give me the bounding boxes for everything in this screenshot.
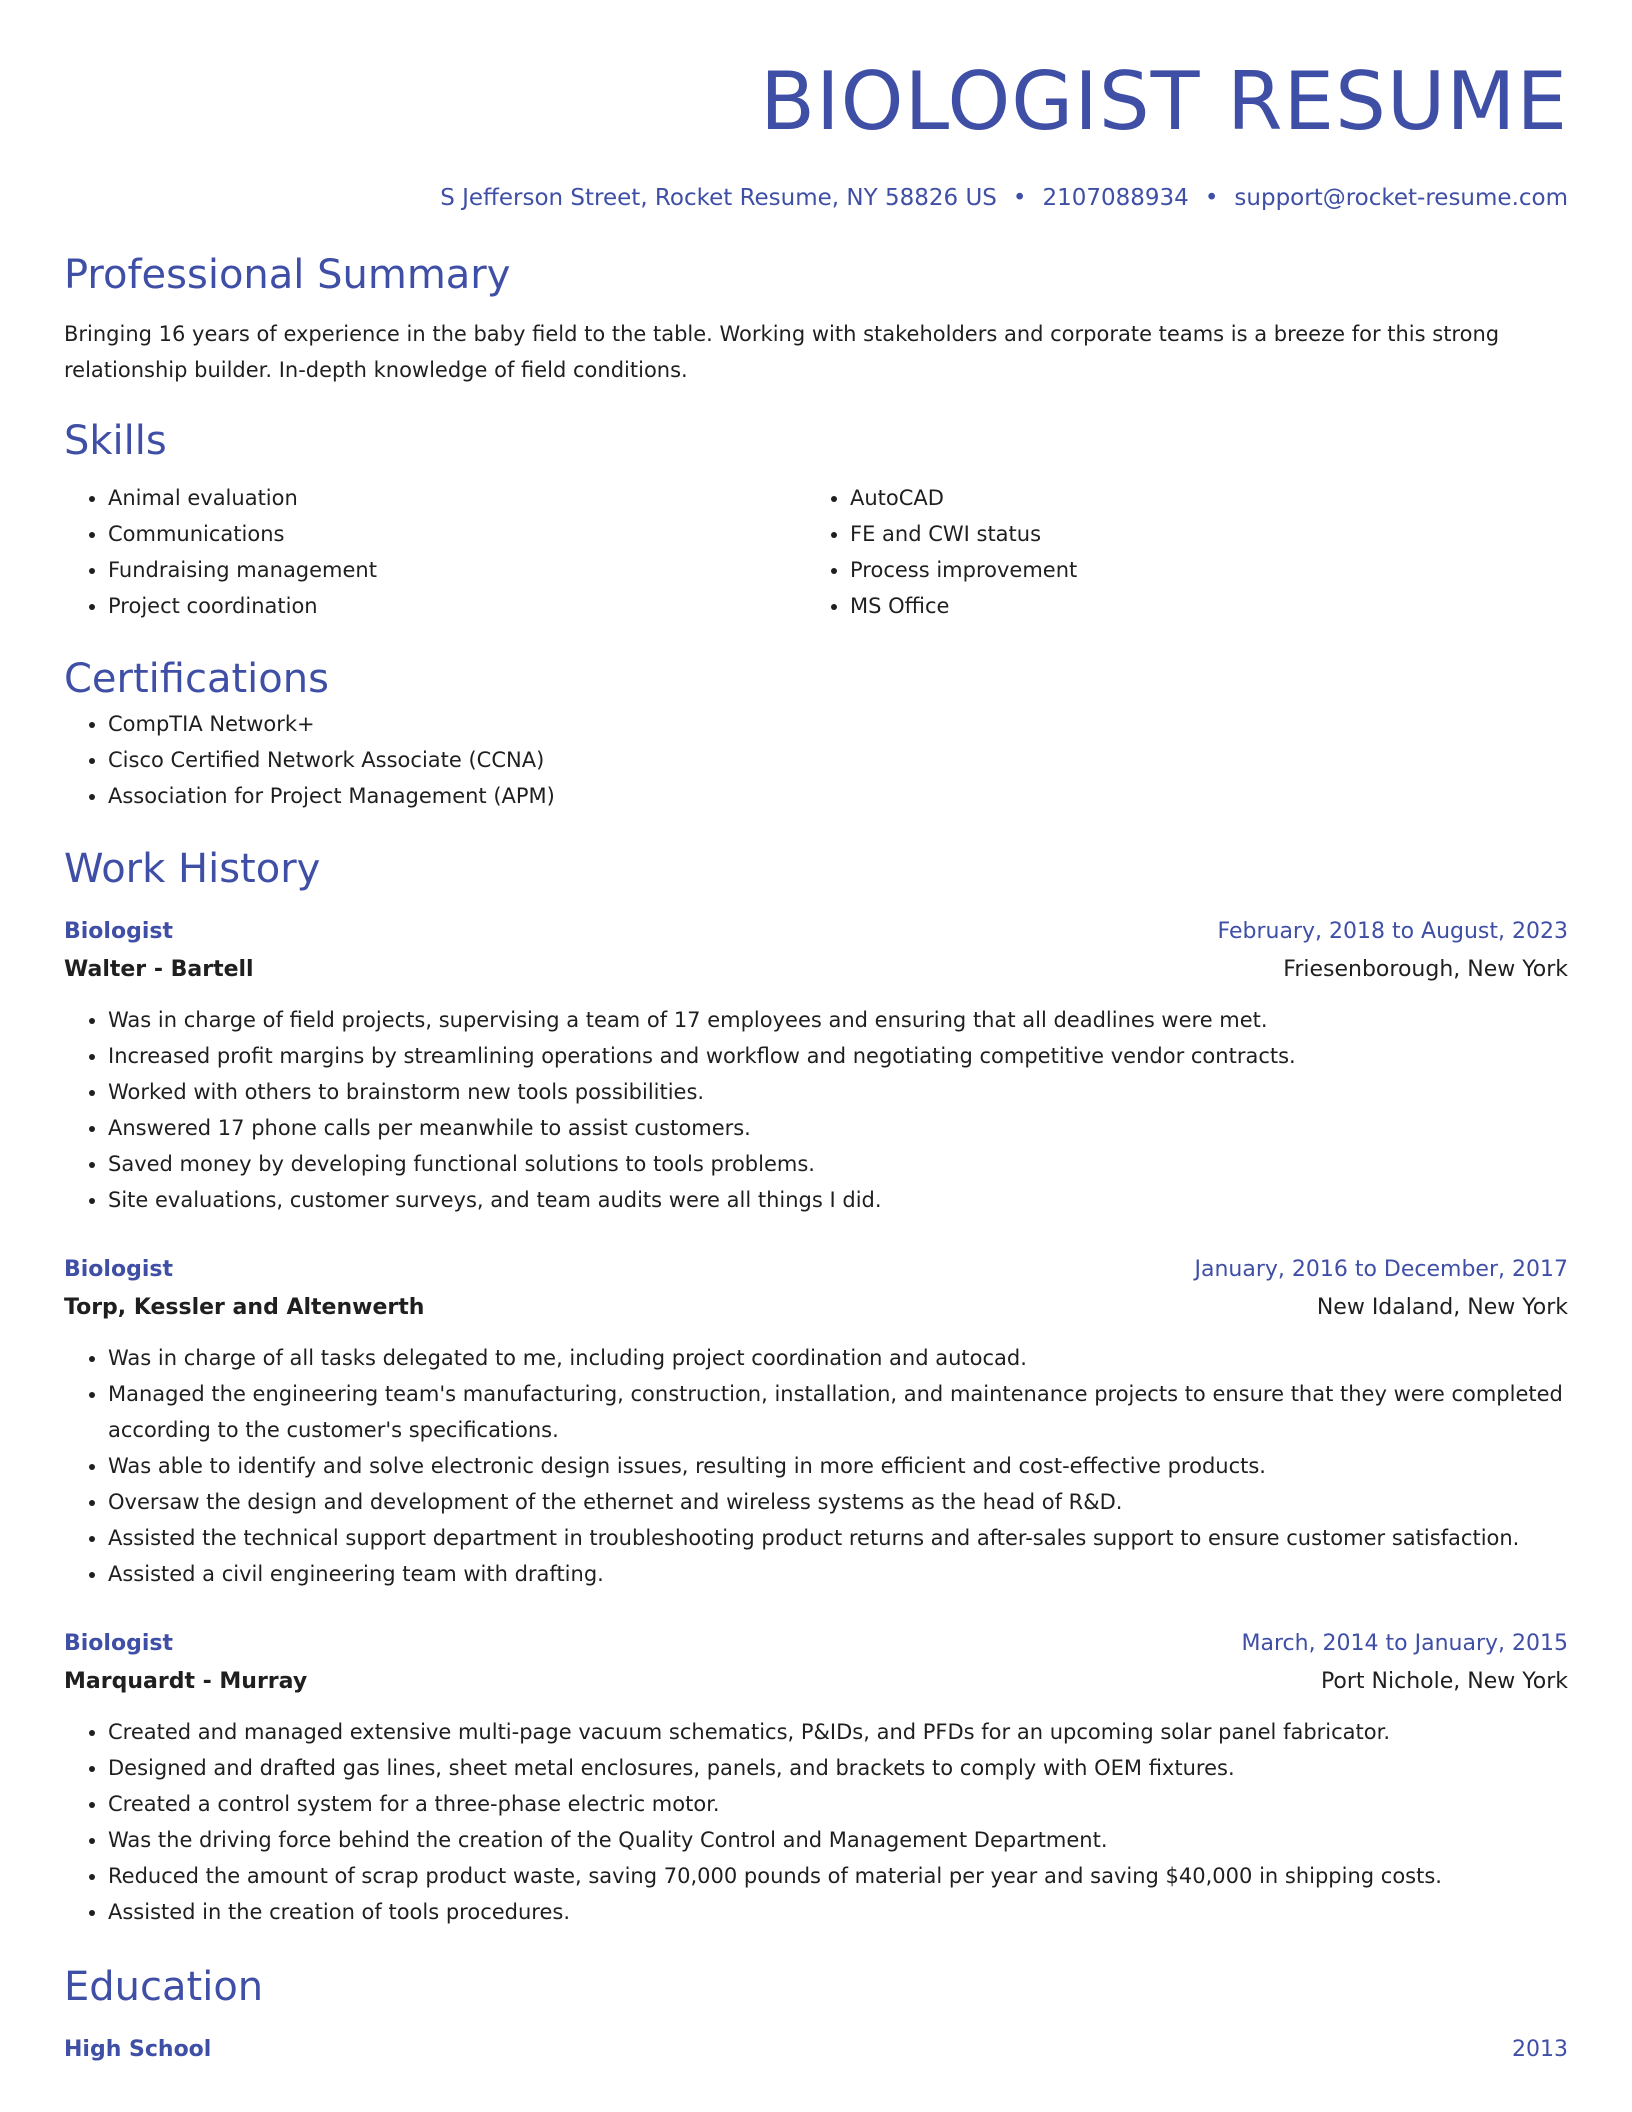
education-heading: Education bbox=[64, 1964, 264, 2010]
skills-heading: Skills bbox=[64, 418, 167, 464]
contact-phone: 2107088934 bbox=[1042, 185, 1189, 211]
skill-item: • MS Office bbox=[850, 588, 1568, 624]
job-entry bbox=[64, 1626, 1568, 1930]
job-location: Friesenborough, New York bbox=[1283, 957, 1568, 982]
job-bullet: • Created a control system for a three-phase electric motor. bbox=[108, 1786, 1568, 1822]
job-company-row bbox=[64, 1288, 1568, 1328]
resume-title: BIOLOGIST RESUME bbox=[760, 55, 1568, 148]
job-bullet: • Assisted the technical support department in troubleshooting product returns and after-sales support to ensure customer satisfaction. bbox=[108, 1520, 1568, 1556]
job-header-row bbox=[64, 1626, 1568, 1662]
job-role: Biologist bbox=[64, 1257, 173, 1282]
job-company: Walter - Bartell bbox=[64, 957, 254, 982]
job-header-row bbox=[64, 1252, 1568, 1288]
job-bullet: • Worked with others to brainstorm new tools possibilities. bbox=[108, 1074, 1568, 1110]
job-company: Torp, Kessler and Altenwerth bbox=[64, 1295, 425, 1320]
job-dates: February, 2018 to August, 2023 bbox=[1217, 919, 1568, 944]
job-bullet: • Assisted in the creation of tools procedures. bbox=[108, 1894, 1568, 1930]
job-bullet: • Managed the engineering team's manufacturing, construction, installation, and maintenance projects to ensure that they were completed according to the customer's specifications. bbox=[108, 1376, 1568, 1448]
certification-item: • Cisco Certified Network Associate (CCNA) bbox=[108, 742, 1568, 778]
certifications-heading: Certifications bbox=[64, 656, 329, 702]
education-school: High School bbox=[64, 2037, 212, 2062]
job-bullet: • Was in charge of field projects, supervising a team of 17 employees and ensuring that all deadlines were met. bbox=[108, 1002, 1568, 1038]
job-bullets bbox=[64, 1002, 1568, 1218]
job-role: Biologist bbox=[64, 1631, 173, 1656]
skill-item: • Animal evaluation bbox=[108, 480, 806, 516]
job-company-row bbox=[64, 950, 1568, 990]
contact-separator: • bbox=[1204, 185, 1219, 211]
skill-item: • Fundraising management bbox=[108, 552, 806, 588]
contact-line bbox=[64, 182, 1568, 214]
work-history-heading: Work History bbox=[64, 846, 321, 892]
resume-header bbox=[64, 0, 1568, 214]
job-entry bbox=[64, 1252, 1568, 1592]
job-bullet: • Created and managed extensive multi-page vacuum schematics, P&IDs, and PFDs for an upcoming solar panel fabricator. bbox=[108, 1714, 1568, 1750]
education-year: 2013 bbox=[1512, 2037, 1568, 2062]
job-bullet: • Was in charge of all tasks delegated to me, including project coordination and autocad. bbox=[108, 1340, 1568, 1376]
job-company: Marquardt - Murray bbox=[64, 1669, 308, 1694]
contact-email[interactable]: support@rocket-resume.com bbox=[1234, 185, 1568, 211]
job-dates: January, 2016 to December, 2017 bbox=[1194, 1257, 1568, 1282]
job-bullet: • Increased profit margins by streamlining operations and workflow and negotiating competitive vendor contracts. bbox=[108, 1038, 1568, 1074]
education-entry bbox=[64, 2032, 1568, 2068]
job-bullet: • Reduced the amount of scrap product waste, saving 70,000 pounds of material per year and saving $40,000 in shipping costs. bbox=[108, 1858, 1568, 1894]
skills-list-right bbox=[806, 480, 1568, 624]
skill-item: • FE and CWI status bbox=[850, 516, 1568, 552]
contact-address: S Jefferson Street, Rocket Resume, NY 58826 US bbox=[440, 185, 997, 211]
certification-item: • CompTIA Network+ bbox=[108, 706, 1568, 742]
job-bullet: • Saved money by developing functional solutions to tools problems. bbox=[108, 1146, 1568, 1182]
skill-item: • Process improvement bbox=[850, 552, 1568, 588]
job-bullets bbox=[64, 1714, 1568, 1930]
skill-item: • AutoCAD bbox=[850, 480, 1568, 516]
job-bullets bbox=[64, 1340, 1568, 1592]
job-bullet: • Site evaluations, customer surveys, and team audits were all things I did. bbox=[108, 1182, 1568, 1218]
job-company-row bbox=[64, 1662, 1568, 1702]
contact-separator: • bbox=[1012, 185, 1027, 211]
job-location: New Idaland, New York bbox=[1316, 1295, 1568, 1320]
job-bullet: • Oversaw the design and development of the ethernet and wireless systems as the head of R&D. bbox=[108, 1484, 1568, 1520]
skills-grid bbox=[64, 480, 1568, 624]
job-location: Port Nichole, New York bbox=[1320, 1669, 1568, 1694]
skill-item: • Project coordination bbox=[108, 588, 806, 624]
skill-item: • Communications bbox=[108, 516, 806, 552]
job-bullet: • Designed and drafted gas lines, sheet metal enclosures, panels, and brackets to comply with OEM fixtures. bbox=[108, 1750, 1568, 1786]
job-bullet: • Was able to identify and solve electronic design issues, resulting in more efficient and cost-effective products. bbox=[108, 1448, 1568, 1484]
job-bullet: • Was the driving force behind the creation of the Quality Control and Management Department. bbox=[108, 1822, 1568, 1858]
job-header-row bbox=[64, 914, 1568, 950]
certification-item: • Association for Project Management (APM) bbox=[108, 778, 1568, 814]
summary-text: Bringing 16 years of experience in the baby field to the table. Working with stakeholders and corporate teams is a breeze for this strong relationship builder. In-depth knowledge of field conditions. bbox=[64, 322, 1500, 382]
job-dates: March, 2014 to January, 2015 bbox=[1241, 1631, 1568, 1656]
job-role: Biologist bbox=[64, 919, 173, 944]
skills-list-left bbox=[64, 480, 806, 624]
summary-heading: Professional Summary bbox=[64, 252, 511, 298]
job-entry bbox=[64, 914, 1568, 1218]
job-bullet: • Answered 17 phone calls per meanwhile to assist customers. bbox=[108, 1110, 1568, 1146]
job-bullet: • Assisted a civil engineering team with drafting. bbox=[108, 1556, 1568, 1592]
certifications-list bbox=[64, 706, 1568, 814]
